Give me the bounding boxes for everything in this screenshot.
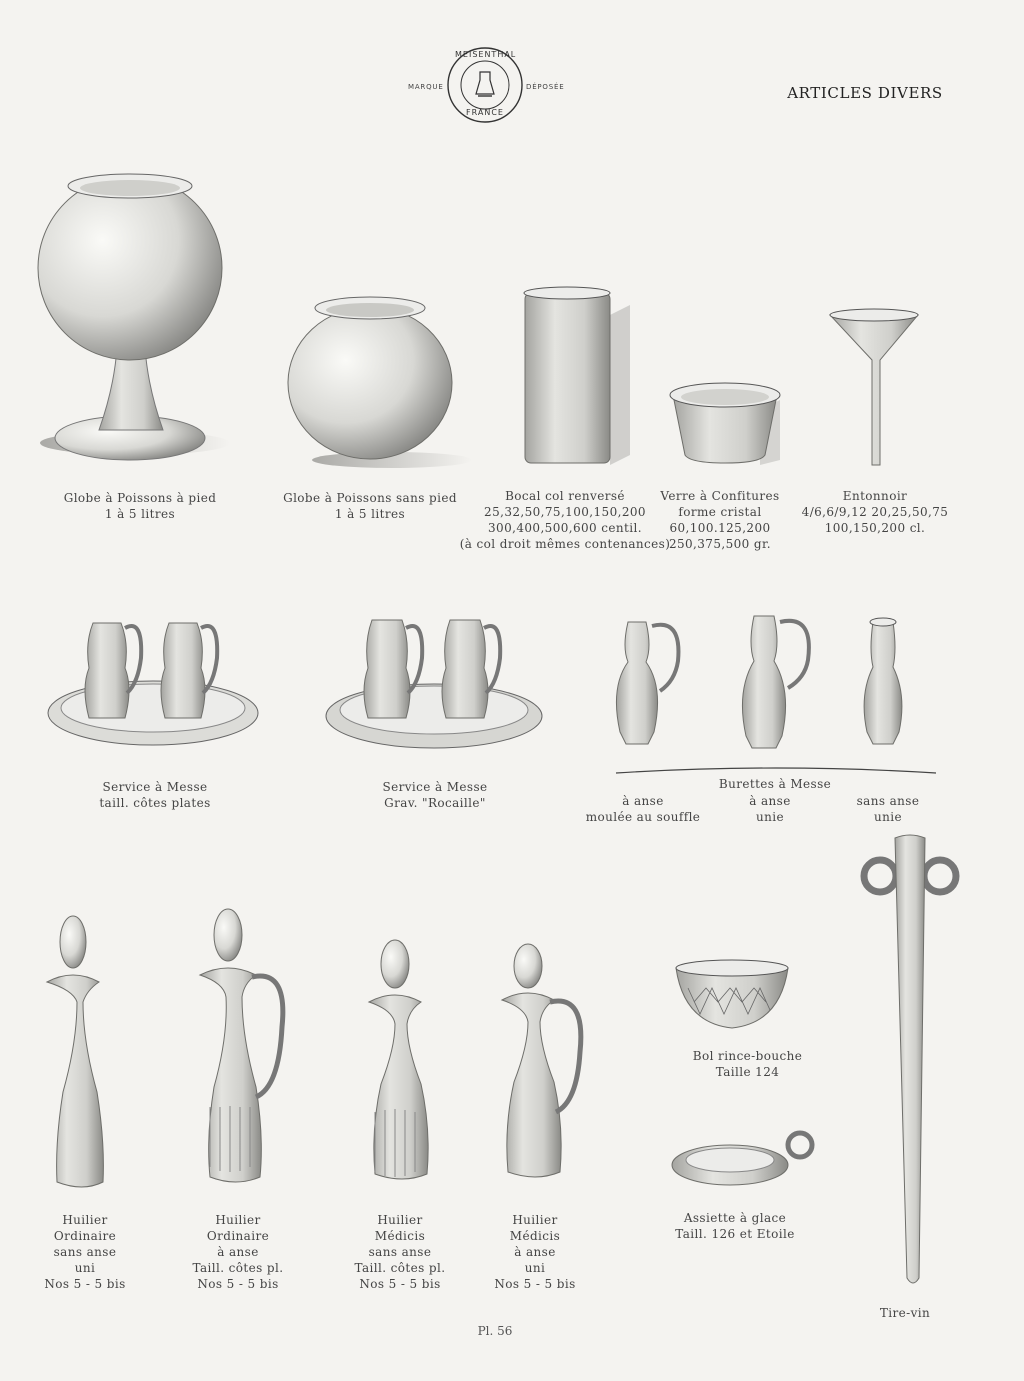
caption-line: Huilier	[512, 1213, 558, 1227]
burette-moulee-illustration	[608, 612, 688, 752]
caption-line: Entonnoir	[842, 489, 908, 503]
caption-line: 100,150,200 cl.	[824, 521, 926, 535]
caption-line: unie	[874, 810, 902, 824]
huilier-3-illustration	[355, 936, 435, 1196]
caption-line: (à col droit mêmes contenances)	[459, 537, 671, 551]
bol-illustration	[672, 958, 792, 1033]
caption-burette-anse-unie	[720, 793, 820, 825]
caption-huilier-1	[30, 1212, 140, 1292]
caption-line: Nos 5 - 5 bis	[494, 1277, 576, 1291]
huilier-1-illustration	[35, 912, 115, 1197]
entonnoir-illustration	[825, 305, 925, 470]
caption-globe-sans-pied	[270, 490, 470, 522]
caption-line: Huilier	[62, 1213, 108, 1227]
service-rocaille-illustration	[322, 608, 547, 758]
caption-line: Grav. "Rocaille"	[384, 796, 486, 810]
caption-line: moulée au souffle	[585, 810, 701, 824]
caption-bocal	[455, 488, 675, 552]
caption-line: uni	[524, 1261, 546, 1275]
caption-line: 300,400,500,600 centil.	[488, 521, 642, 535]
caption-line: forme cristal	[678, 505, 762, 519]
caption-line: Globe à Poissons sans pied	[283, 491, 457, 505]
caption-line: 1 à 5 litres	[104, 507, 176, 521]
caption-huilier-2	[178, 1212, 298, 1292]
caption-line: Service à Messe	[382, 780, 488, 794]
caption-line: Bocal col renversé	[505, 489, 625, 503]
caption-line: à anse	[514, 1245, 556, 1259]
service-plates-illustration	[45, 608, 265, 758]
caption-line: sans anse	[368, 1245, 432, 1259]
caption-line: Médicis	[374, 1229, 426, 1243]
caption-line: 60,100.125,200	[669, 521, 771, 535]
caption-burettes-title: Burettes à Messe	[718, 777, 832, 791]
burette-sans-anse-illustration	[857, 614, 917, 749]
caption-verre-confitures	[650, 488, 790, 552]
caption-huilier-3	[340, 1212, 460, 1292]
section-title: ARTICLES DIVERS	[787, 84, 943, 102]
caption-service-rocaille	[335, 779, 535, 811]
caption-line: Médicis	[509, 1229, 561, 1243]
caption-line: Nos 5 - 5 bis	[197, 1277, 279, 1291]
caption-line: Globe à Poissons à pied	[63, 491, 217, 505]
caption-line: unie	[756, 810, 784, 824]
caption-line: 4/6,6/9,12 20,25,50,75	[801, 505, 949, 519]
caption-line: Bol rince-bouche	[692, 1049, 803, 1063]
caption-line: Service à Messe	[102, 780, 208, 794]
mark-left-text: MARQUE	[408, 83, 444, 91]
caption-line: Nos 5 - 5 bis	[44, 1277, 126, 1291]
caption-service-plates	[55, 779, 255, 811]
bocal-illustration	[520, 285, 630, 470]
caption-line: sans anse	[856, 794, 920, 808]
caption-line: Ordinaire	[53, 1229, 117, 1243]
caption-burette-moulee	[578, 793, 708, 825]
caption-huilier-4	[480, 1212, 590, 1292]
mark-right-text: DÉPOSÉE	[526, 83, 565, 91]
caption-line: uni	[74, 1261, 96, 1275]
caption-entonnoir	[790, 488, 960, 536]
caption-line: 25,32,50,75,100,150,200	[484, 505, 646, 519]
caption-line: Huilier	[215, 1213, 261, 1227]
caption-assiette	[660, 1210, 810, 1242]
caption-line: Assiette à glace	[683, 1211, 787, 1225]
caption-burette-sans-anse	[838, 793, 938, 825]
caption-line: Verre à Confitures	[660, 489, 780, 503]
caption-line: Ordinaire	[206, 1229, 270, 1243]
assiette-illustration	[670, 1130, 825, 1195]
caption-line: Taill. côtes pl.	[354, 1261, 446, 1275]
caption-bol	[665, 1048, 830, 1080]
globe-sans-pied-illustration	[282, 288, 472, 468]
plate-number: Pl. 56	[477, 1324, 513, 1338]
huilier-4-illustration	[490, 940, 590, 1195]
tire-vin-illustration	[860, 826, 960, 1301]
logo-text-top: MEISENTHAL	[455, 50, 517, 59]
caption-line: sans anse	[53, 1245, 117, 1259]
caption-line: taill. côtes plates	[99, 796, 211, 810]
burette-anse-unie-illustration	[732, 608, 817, 753]
logo-text-bottom: FRANCE	[466, 108, 504, 117]
verre-confitures-illustration	[665, 375, 785, 470]
caption-tire-vin: Tire-vin	[879, 1306, 931, 1320]
globe-pied-illustration	[35, 168, 235, 468]
caption-line: Nos 5 - 5 bis	[359, 1277, 441, 1291]
caption-line: 1 à 5 litres	[334, 507, 406, 521]
caption-line: à anse	[622, 794, 664, 808]
caption-globe-pied	[40, 490, 240, 522]
caption-line: Huilier	[377, 1213, 423, 1227]
caption-line: Taill. côtes pl.	[192, 1261, 284, 1275]
caption-line: à anse	[217, 1245, 259, 1259]
caption-line: Taill. 126 et Etoile	[675, 1227, 795, 1241]
caption-line: à anse	[749, 794, 791, 808]
caption-line: Taille 124	[715, 1065, 780, 1079]
huilier-2-illustration	[190, 905, 290, 1195]
caption-line: 250,375,500 gr.	[668, 537, 772, 551]
